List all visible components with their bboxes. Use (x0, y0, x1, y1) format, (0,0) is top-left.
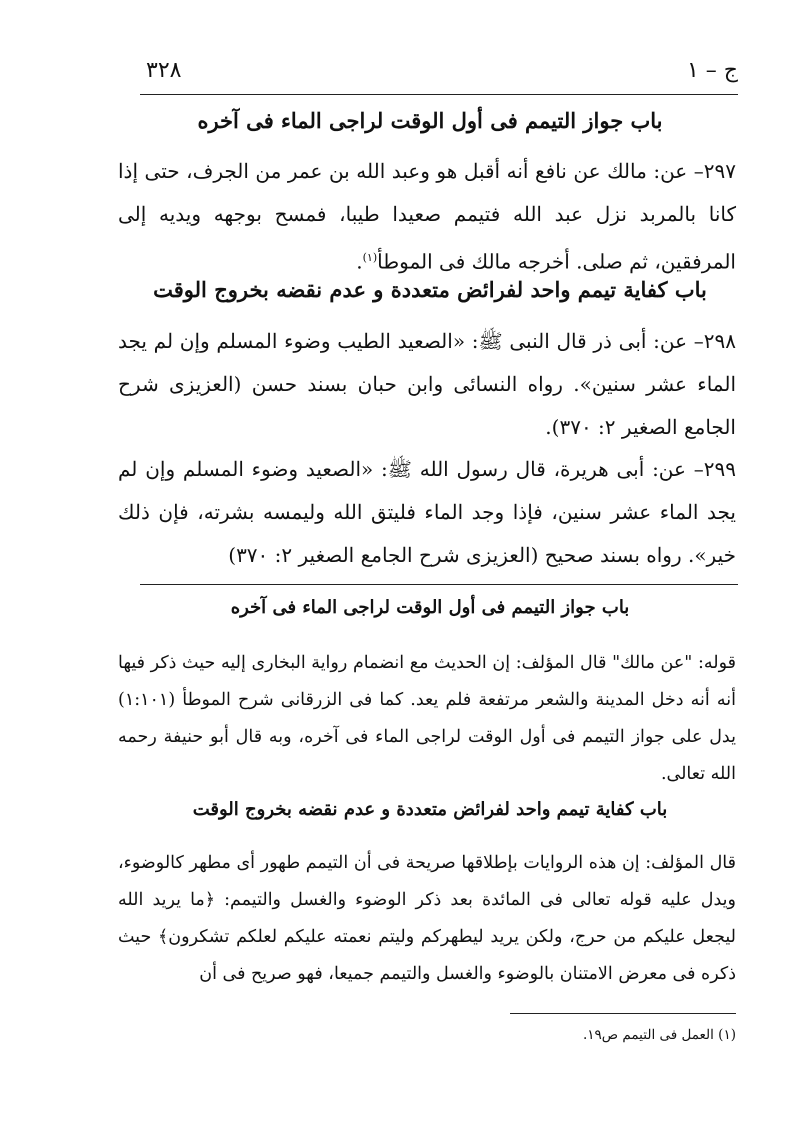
commentary-para-1: قوله: "عن مالك" قال المؤلف: إن الحديث مع انضمام رواية البخارى إليه حيث ذكر فيها أنه أنه دخل المدينة والشعر مرتفعة فلم يعد. كما فى الزرقانى شرح الموطأ (١:١٠١) يدل على جواز التيمم فى أول الوقت لراجى الماء فى آخره، وبه قال أبو حنيفة رحمه الله تعالى. (118, 653, 736, 784)
header-rule (140, 94, 738, 95)
commentary-para-2: قال المؤلف: إن هذه الروايات بإطلاقها صريحة فى أن التيمم طهور أى مطهر كالوضوء، ويدل عليه قوله تعالى فى المائدة بعد ذكر الوضوء والغسل والتيمم: ﴿ما يريد الله ليجعل عليكم من حرج، ولكن يريد ليطهركم وليتم نعمته عليكم لعلكم تشكرون﴾ حيث ذكره فى معرض الامتنان بالوضوء والغسل والتيمم جميعا، فهو صريح فى أن (118, 853, 736, 984)
footnote: (١) العمل فى التيمم ص١٩. (582, 1027, 736, 1043)
hadith-297 (118, 150, 736, 284)
chapter-title-2: باب كفاية تيمم واحد لفرائض متعددة و عدم نقضه بخروج الوقت (153, 277, 707, 302)
hadith-297-end: . (356, 249, 363, 274)
hadith-297-text: ٢٩٧– عن: مالك عن نافع أنه أقبل هو وعبد الله بن عمر من الجرف، حتى إذا كانا بالمربد نزل عبد الله فتيمم صعيدا طيبا، فمسح بوجهه ويديه إلى المرفقين، ثم صلى. أخرجه مالك فى الموطأ (118, 159, 736, 274)
hadith-299: ٢٩٩– عن: أبى هريرة، قال رسول الله ﷺ: «الصعيد وضوء المسلم وإن لم يجد الماء عشر سنين، فإذا وجد الماء فليتق الله وليمسه بشرته، فإن ذلك خير». رواه بسند صحيح (العزيزى شرح الجامع الصغير ٢: ٣٧٠) (118, 457, 736, 567)
volume-label: ج – ١ (686, 58, 738, 83)
hadith-298: ٢٩٨– عن: أبى ذر قال النبى ﷺ: «الصعيد الطيب وضوء المسلم وإن لم يجد الماء عشر سنين». رواه النسائى وابن حبان بسند حسن (العزيزى شرح الجامع الصغير ٢: ٣٧٠). (118, 329, 736, 439)
chapter-title-1: باب جواز التيمم فى أول الوقت لراجى الماء فى آخره (197, 108, 663, 133)
commentary-title-1: باب جواز التيمم فى أول الوقت لراجى الماء فى آخره (230, 597, 630, 618)
footnote-ref: (١) (362, 251, 378, 264)
footnote-rule (510, 1013, 736, 1014)
commentary-separator (140, 584, 738, 585)
page-number: ٣٢٨ (146, 58, 182, 83)
commentary-title-2: باب كفاية تيمم واحد لفرائض متعددة و عدم نقضه بخروج الوقت (192, 799, 668, 820)
page-header (140, 58, 738, 94)
